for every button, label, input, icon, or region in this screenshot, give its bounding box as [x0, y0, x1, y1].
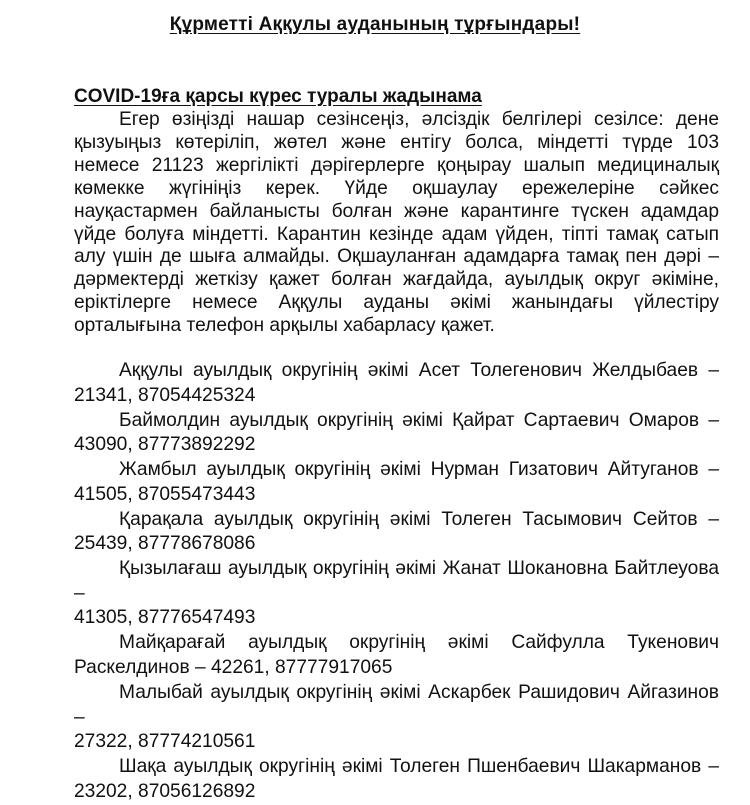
contact-name-line: Қызылағаш ауылдық округінің әкімі Жанат Шокановна Байтлеуова – [74, 558, 719, 604]
contact-name-line: Шақа ауылдық округінің әкімі Толеген Пшенбаевич Шакарманов – [119, 756, 719, 778]
contact-name-line: Баймолдин ауылдық округінің әкімі Қайрат Сартаевич Омаров – [119, 409, 719, 431]
contact-phone-line: 21341, 87054425324 [74, 384, 256, 406]
contact-name-line: Малыбай ауылдық округінің әкімі Аскарбек Рашидович Айгазинов – [74, 682, 719, 728]
contact-name-line: Аққулы ауылдық округінің әкімі Асет Толегенович Желдыбаев – [119, 360, 719, 381]
contact-phone-line: 25439, 87778678086 [74, 533, 256, 555]
contact-item [74, 755, 719, 804]
contact-item [74, 681, 719, 755]
contact-item [74, 458, 719, 507]
contact-item [74, 409, 719, 458]
contact-item [74, 631, 719, 680]
contact-item [74, 508, 719, 557]
memo-heading: COVID-19ға қарсы күрес туралы жадынама [74, 86, 482, 107]
memo-paragraph: Егер өзіңізді нашар сезінсеңіз, әлсіздік белгілері сезілсе: дене қызуыңыз көтеріліп, жөтел және ентігу болса, міндетті түрде 103 немесе 21123 жергілікті дәрігерлерге қоңырау шалып медициналық көмекке жүгініңіз керек. Үйде оқшаулау ережелеріне сәйкес науқастармен байланысты болған және карантинге түскен адамдар үйде болуға міндетті. Карантин кезінде адам үйден, тіпті тамақ сатып алу үшін де шыға алмайды. Оқшауланған адамдарға тамақ пен дәрі – дәрмектерді жеткізу қажет болған жағдайда, ауылдық округ әкіміне, еріктілерге немесе Аққулы ауданы әкімі жанындағы үйлестіру орталығына телефон арқылы хабарласу қажет. [74, 109, 719, 337]
contact-phone-line: 43090, 87773892292 [74, 434, 256, 456]
contact-phone-line: 41305, 87776547493 [74, 607, 256, 629]
contact-name-line: Жамбыл ауылдық округінің әкімі Нурман Гизатович Айтуганов – [119, 459, 719, 481]
contact-phone-line: Раскелдинов – 42261, 87777917065 [74, 656, 393, 678]
document-title: Құрметті Аққулы ауданының тұрғындары! [169, 14, 581, 35]
contact-list [74, 359, 719, 805]
contact-item [74, 359, 719, 408]
contact-name-line: Қарақала ауылдық округінің әкімі Толеген Тасымович Сейтов – [119, 508, 719, 530]
contact-phone-line: 41505, 87055473443 [74, 483, 256, 505]
contact-item [74, 557, 719, 631]
memo-body [74, 109, 719, 338]
contact-phone-line: 27322, 87774210561 [74, 731, 256, 753]
contact-name-line: Майқарағай ауылдық округінің әкімі Сайфулла Тукенович [119, 632, 719, 654]
contact-phone-line: 23202, 87056126892 [74, 780, 256, 802]
